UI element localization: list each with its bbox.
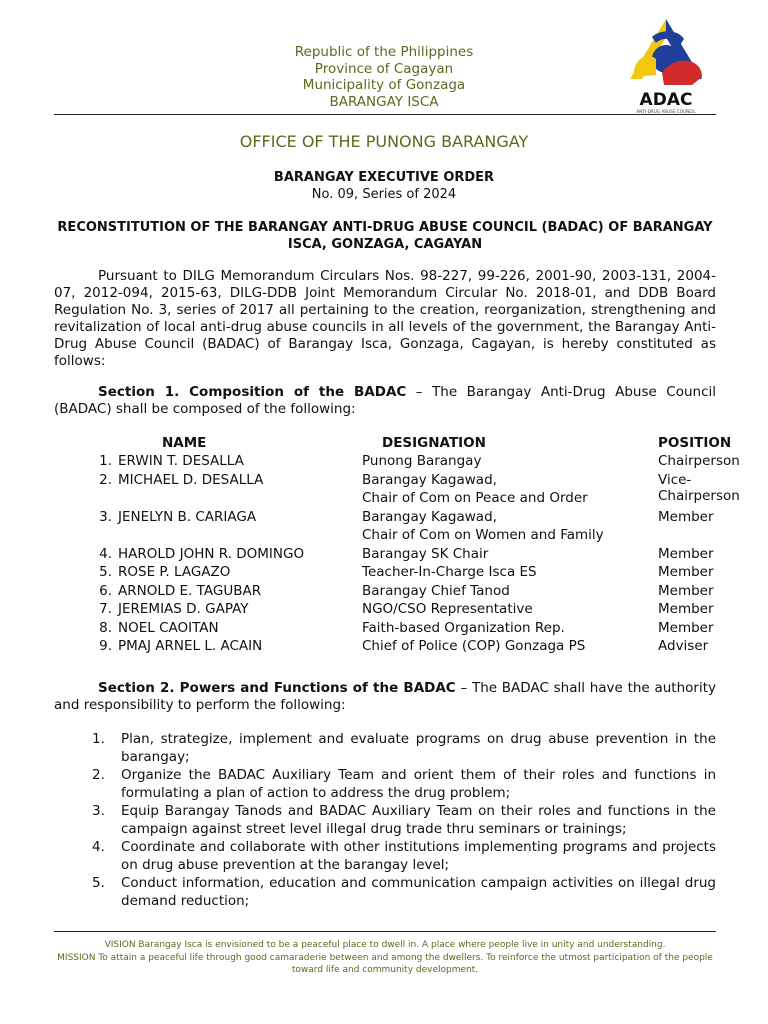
section-1-text: – The Barangay Anti-Drug Abuse Council (BADAC) shall be composed of the following: <box>54 384 716 417</box>
list-item-text: Conduct information, education and communication campaign activities on illegal drug demand reduction; <box>121 875 716 909</box>
row-designation-line: Barangay SK Chair <box>362 545 489 562</box>
row-position: Member <box>658 582 714 599</box>
row-designation <box>362 582 658 601</box>
table-row <box>82 637 758 656</box>
header-municipality: Municipality of Gonzaga <box>302 77 466 93</box>
table-row <box>82 471 758 508</box>
order-subject: RECONSTITUTION OF THE BARANGAY ANTI-DRUG ABUSE COUNCIL (BADAC) OF BARANGAY ISCA, GONZAGA, CAGAYAN <box>57 220 713 252</box>
adac-logo <box>622 15 710 115</box>
row-designation-line: Chief of Police (COP) Gonzaga PS <box>362 638 586 654</box>
header-position: POSITION <box>658 434 732 451</box>
row-designation-line: Faith-based Organization Rep. <box>362 619 565 636</box>
order-title: BARANGAY EXECUTIVE ORDER <box>273 170 495 185</box>
row-number: 8. <box>99 619 112 636</box>
office-title: OFFICE OF THE PUNONG BARANGAY <box>239 132 529 151</box>
row-position: Chairperson <box>658 453 740 469</box>
row-designation <box>362 600 658 619</box>
list-item-number: 3. <box>92 803 105 819</box>
row-name: PMAJ ARNEL L. ACAIN <box>118 638 263 654</box>
row-name: MICHAEL D. DESALLA <box>118 471 264 488</box>
table-row <box>82 619 758 638</box>
header-province: Province of Cagayan <box>314 60 454 77</box>
row-designation <box>362 508 658 545</box>
row-name: ROSE P. LAGAZO <box>118 564 231 580</box>
row-designation <box>362 563 658 582</box>
row-position: Member <box>658 508 714 525</box>
list-item-text: Organize the BADAC Auxiliary Team and orient them of their roles and functions in formulating a plan of action to address the drug problem; <box>121 767 716 801</box>
footer <box>54 939 716 977</box>
row-position: Member <box>658 545 714 562</box>
section-2-paragraph <box>54 680 716 714</box>
row-designation-line: Barangay Chief Tanod <box>362 582 510 599</box>
row-designation <box>362 452 658 471</box>
table-row <box>82 508 758 545</box>
list-item <box>54 767 716 802</box>
row-designation <box>362 619 658 638</box>
logo-subtext: ANTI-DRUG ABUSE COUNCIL <box>636 109 696 114</box>
list-item <box>54 803 716 838</box>
row-number: 5. <box>99 564 112 580</box>
header-designation: DESIGNATION <box>382 434 486 451</box>
table-row <box>82 545 758 564</box>
header-country: Republic of the Philippines <box>294 44 474 60</box>
row-designation-line: Teacher-In-Charge Isca ES <box>362 564 537 580</box>
table-row <box>82 452 758 471</box>
row-position: Vice-Chairperson <box>658 471 740 504</box>
row-number: 2. <box>99 471 112 488</box>
list-item-number: 5. <box>92 875 105 891</box>
logo-text: ADAC <box>639 90 693 110</box>
section-1-paragraph <box>54 384 716 418</box>
list-item-number: 4. <box>92 839 105 855</box>
list-item <box>54 839 716 874</box>
row-name: HAROLD JOHN R. DOMINGO <box>118 545 305 562</box>
table-row <box>82 563 758 582</box>
row-number: 1. <box>99 453 112 469</box>
order-number: No. 09, Series of 2024 <box>311 187 457 202</box>
table-row <box>82 582 758 601</box>
row-number: 3. <box>99 508 112 525</box>
row-position: Member <box>658 619 714 636</box>
row-designation-line: Punong Barangay <box>362 453 482 469</box>
section-1-heading: Section 1. Composition of the BADAC <box>98 384 407 400</box>
row-designation <box>362 637 658 656</box>
row-designation-line-2: Chair of Com on Women and Family <box>362 527 604 543</box>
preamble-text: Pursuant to DILG Memorandum Circulars Nos. 98-227, 99-226, 2001-90, 2003-131, 2004-07, 2012-094, 2015-63, DILG-DDB Joint Memorandum Circular No. 2018-01, and DDB Board Regulation No. 3, series of 2017 all pertaining to the creation, reorganization, strengthening and revitalization of local anti-drug abuse councils in all levels of the government, the Barangay Anti-Drug Abuse Council (BADAC) of Barangay Isca, Gonzaga, Cagayan, is hereby constituted as follows: <box>54 268 716 369</box>
row-designation-line-2: Chair of Com on Peace and Order <box>362 490 588 506</box>
table-header-row <box>82 433 758 452</box>
powers-list <box>54 731 716 911</box>
list-item-text: Plan, strategize, implement and evaluate programs on drug abuse prevention in the barangay; <box>121 731 716 765</box>
row-name: ERWIN T. DESALLA <box>118 453 244 469</box>
footer-vision: VISION Barangay Isca is envisioned to be a peaceful place to dwell in. A place where people live in unity and understanding. <box>104 940 666 950</box>
header-barangay: BARANGAY ISCA <box>329 93 439 110</box>
row-name: JENELYN B. CARIAGA <box>118 508 257 525</box>
row-position: Member <box>658 601 714 617</box>
list-item <box>54 875 716 910</box>
list-item-number: 2. <box>92 767 105 783</box>
row-designation-line: Barangay Kagawad, <box>362 508 497 525</box>
list-item-number: 1. <box>92 731 105 747</box>
row-number: 6. <box>99 582 112 599</box>
row-designation-line: Barangay Kagawad, <box>362 471 497 488</box>
row-number: 9. <box>99 638 112 654</box>
row-designation <box>362 545 658 564</box>
section-2-heading: Section 2. Powers and Functions of the BADAC <box>98 680 456 696</box>
row-position: Member <box>658 564 714 580</box>
row-position: Adviser <box>658 638 709 654</box>
footer-divider <box>54 931 716 932</box>
row-number: 4. <box>99 545 112 562</box>
list-item-text: Coordinate and collaborate with other institutions implementing programs and projects on drug abuse prevention at the barangay level; <box>121 839 716 873</box>
row-designation <box>362 471 658 508</box>
composition-table <box>82 433 758 656</box>
row-name: NOEL CAOITAN <box>118 619 219 636</box>
row-designation-line: NGO/CSO Representative <box>362 601 533 617</box>
list-item-text: Equip Barangay Tanods and BADAC Auxiliary Team on their roles and functions in the campaign against street level illegal drug trade thru seminars or trainings; <box>121 803 716 837</box>
row-name: ARNOLD E. TAGUBAR <box>118 582 262 599</box>
header-divider <box>54 114 716 115</box>
row-number: 7. <box>99 601 112 617</box>
section-2-text: – The BADAC shall have the authority and responsibility to perform the following: <box>54 680 716 713</box>
list-item <box>54 731 716 766</box>
header-name: NAME <box>162 434 207 451</box>
preamble-paragraph <box>54 268 716 370</box>
row-name: JEREMIAS D. GAPAY <box>118 601 249 617</box>
table-row <box>82 600 758 619</box>
footer-mission: MISSION To attain a peaceful life through good camaraderie between and among the dwellers. To reinforce the utmost participation of the people toward life and community development. <box>57 952 713 975</box>
